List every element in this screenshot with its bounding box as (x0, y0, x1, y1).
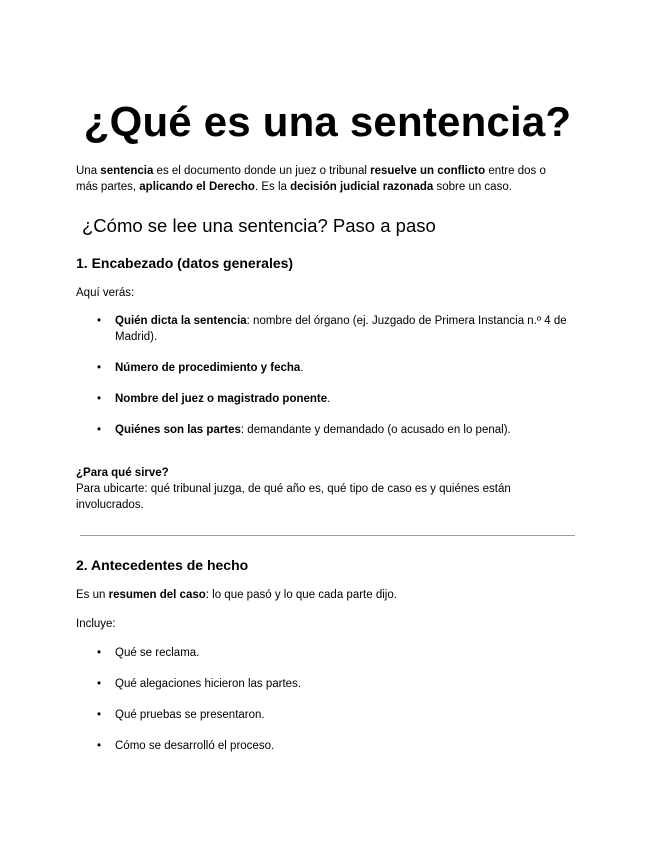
list-item-bold: Número de procedimiento y fecha (115, 362, 301, 374)
list-item (115, 313, 585, 345)
bullet-glyph: • (97, 647, 102, 659)
section1-lead: Aquí verás: (76, 287, 135, 299)
list-item-text: . (327, 393, 331, 405)
section2-summary (76, 587, 566, 603)
list-item: Cómo se desarrolló el proceso. (115, 740, 275, 752)
list-item-bold: Nombre del juez o magistrado ponente (115, 393, 328, 405)
bullet-glyph: • (97, 362, 102, 374)
intro-text-2: es el documento donde un juez o tribunal (153, 165, 371, 177)
list-item: Qué alegaciones hicieron las partes. (115, 678, 302, 690)
bullet-glyph: • (97, 678, 102, 690)
summary-text-1: Es un (76, 589, 109, 601)
list-item-text: . (300, 362, 304, 374)
bullet-glyph: • (97, 709, 102, 721)
list-item (115, 422, 585, 438)
list-item: Qué pruebas se presentaron. (115, 709, 265, 721)
purpose-question (76, 465, 566, 481)
intro-bold-3: aplicando el Derecho (139, 181, 255, 193)
intro-bold-2: resuelve un conflicto (370, 165, 486, 177)
bullet-glyph: • (97, 740, 102, 752)
horizontal-divider (80, 535, 575, 536)
list-item-bold: Quiénes son las partes (115, 424, 241, 436)
bullet-glyph: • (97, 315, 102, 327)
bullet-glyph: • (97, 393, 102, 405)
section2-heading: 2. Antecedentes de hecho (76, 557, 249, 573)
list-item-bold: Quién dicta la sentencia (115, 315, 247, 327)
list-item-text: : nombre del órgano (ej. Juzgado de Primera Instancia n.º 4 de Madrid). (115, 315, 567, 343)
intro-text-5: sobre un caso. (433, 181, 512, 193)
intro-bold-1: sentencia (100, 165, 154, 177)
bullet-glyph: • (97, 424, 102, 436)
intro-text-4: . Es la (254, 181, 291, 193)
purpose-answer: Para ubicarte: qué tribunal juzga, de qué año es, qué tipo de caso es y quiénes están involucrados. (76, 483, 511, 511)
summary-bold: resumen del caso (108, 589, 206, 601)
page-title: ¿Qué es una sentencia? (83, 98, 572, 145)
purpose-question-text: ¿Para qué sirve? (76, 467, 169, 479)
how-to-read-heading: ¿Cómo se lee una sentencia? Paso a paso (82, 215, 436, 236)
section1-heading: 1. Encabezado (datos generales) (76, 255, 294, 271)
list-item (115, 360, 585, 376)
section2-lead: Incluye: (76, 618, 116, 630)
list-item-text: : demandante y demandado (o acusado en lo penal). (240, 424, 511, 436)
intro-paragraph (76, 163, 566, 195)
intro-text-3: entre dos o más partes, (76, 165, 546, 193)
intro-text-1: Una (76, 165, 101, 177)
list-item: Qué se reclama. (115, 647, 200, 659)
list-item (115, 391, 585, 407)
intro-bold-4: decisión judicial razonada (290, 181, 434, 193)
summary-text-2: : lo que pasó y lo que cada parte dijo. (205, 589, 397, 601)
